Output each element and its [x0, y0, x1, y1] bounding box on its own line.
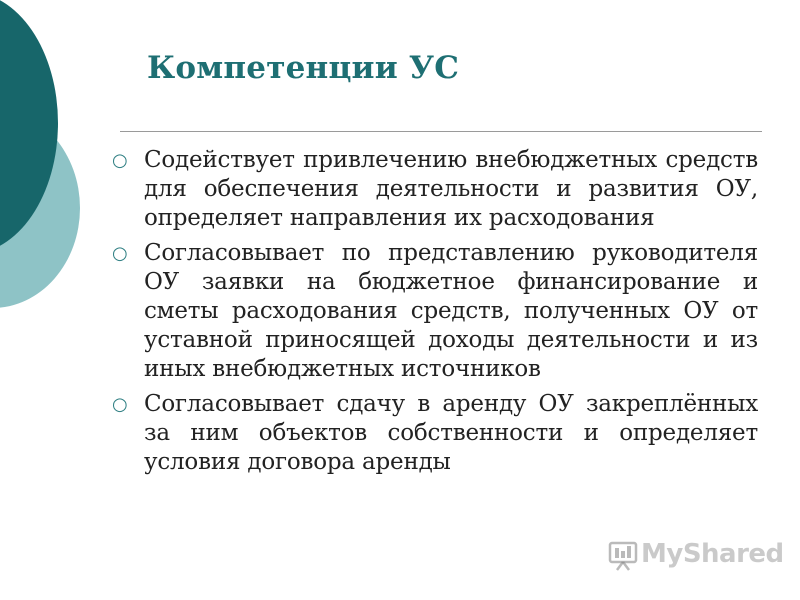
bullet-item-2: [103, 239, 758, 384]
bullet-text: Согласовывает по представлению руководителя ОУ заявки на бюджетное финансирование и сметы расходования средств, полученных ОУ от уставной приносящей доходы деятельности и из иных внебюджетных источников: [144, 240, 758, 382]
watermark: [607, 536, 784, 576]
title-divider: [120, 131, 762, 132]
slide-title: Компетенции УС: [147, 50, 460, 86]
bullet-marker-icon: ○: [112, 150, 128, 171]
bullet-item-3: [103, 390, 758, 477]
bullet-list: [103, 146, 758, 483]
bullet-item-1: [103, 146, 758, 233]
bullet-text: Содействует привлечению внебюджетных средств для обеспечения деятельности и развития ОУ, определяет направления их расходования: [144, 147, 758, 231]
bullet-text: Согласовывает сдачу в аренду ОУ закреплённых за ним объектов собственности и определяет условия договора аренды: [144, 391, 758, 475]
presentation-board-icon: [607, 538, 641, 572]
bullet-marker-icon: ○: [112, 243, 128, 264]
bullet-marker-icon: ○: [112, 394, 128, 415]
watermark-text: MyShared: [641, 539, 784, 569]
